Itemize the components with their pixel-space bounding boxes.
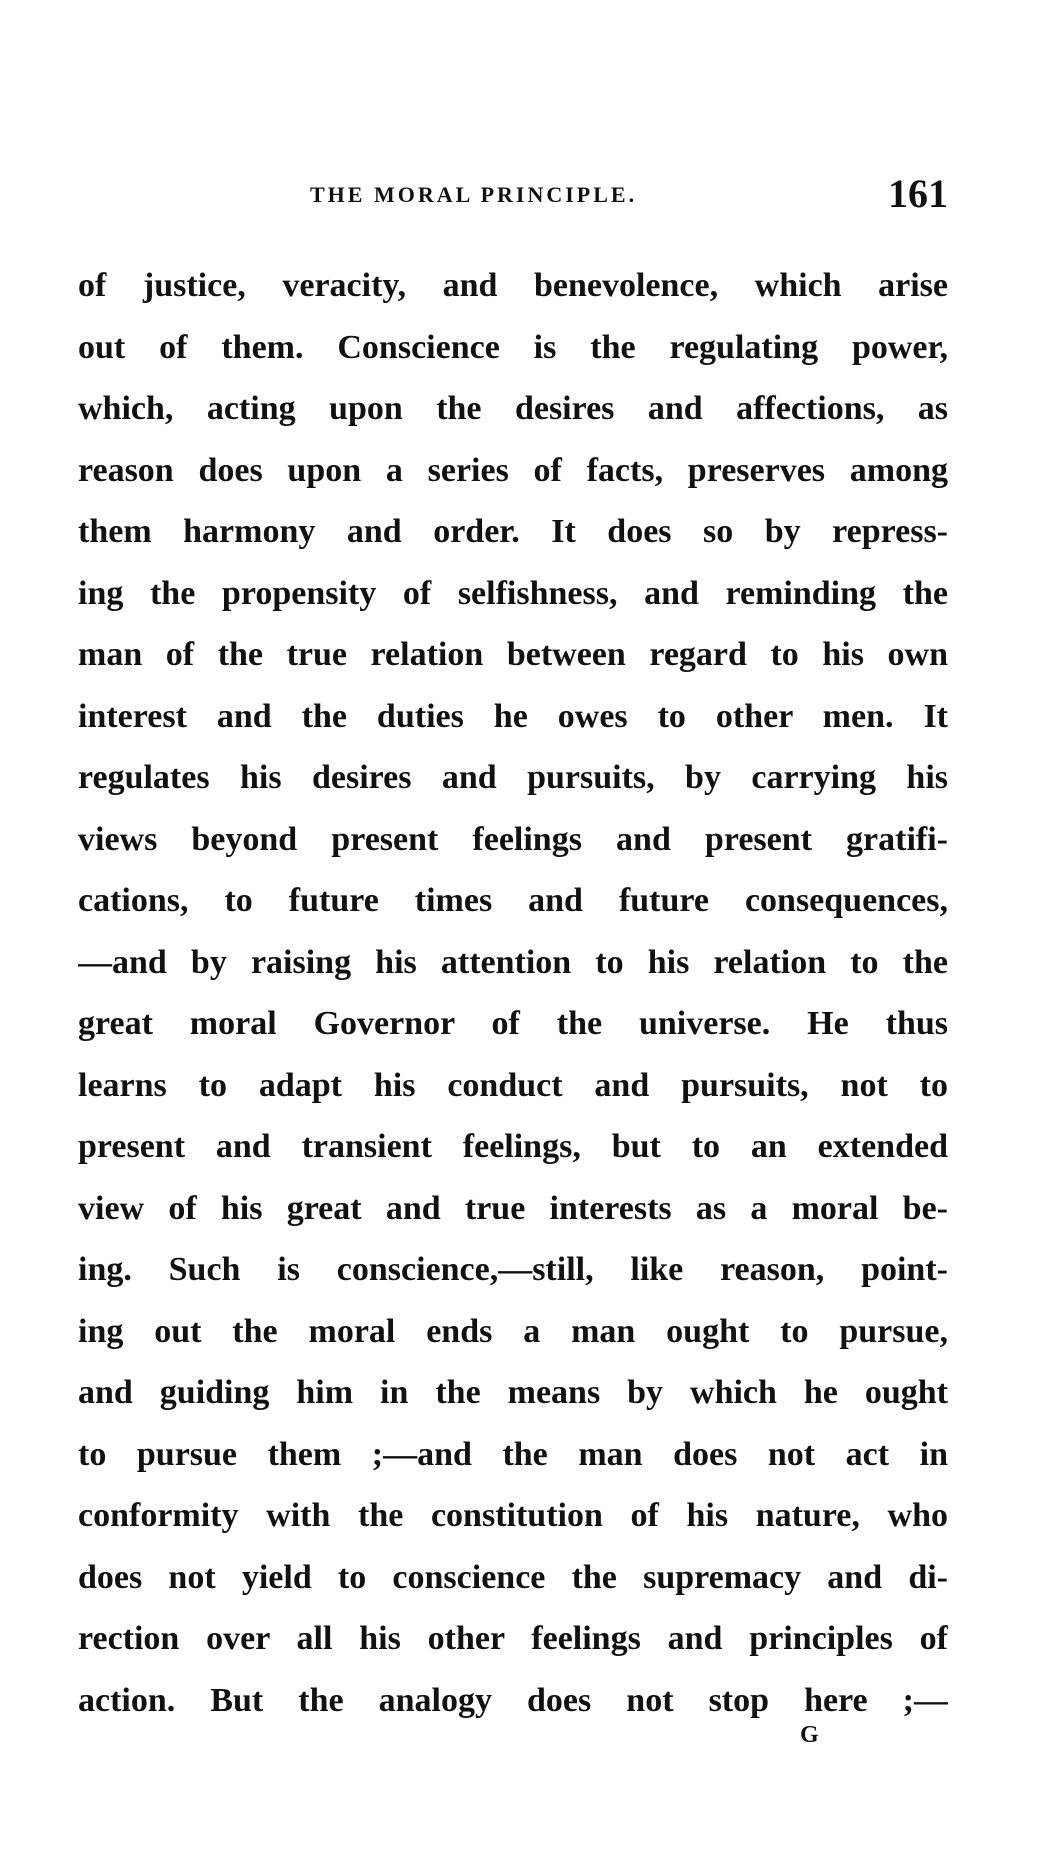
text-line: reason does upon a series of facts, preserves among [78, 451, 948, 489]
running-head [78, 170, 948, 220]
text-line: action. But the analogy does not stop here ;— [78, 1681, 948, 1719]
text-line: which, acting upon the desires and affections, as [78, 390, 948, 427]
page-number: 161 [888, 171, 948, 216]
text-line: —and by raising his attention to his relation to the [78, 943, 948, 981]
signature-mark: G [800, 1722, 819, 1748]
text-line: conformity with the constitution of his nature, who [78, 1497, 948, 1534]
text-line: interest and the duties he owes to other men. It [78, 697, 948, 735]
text-line: views beyond present feelings and present gratifi- [78, 820, 948, 858]
text-line: ing out the moral ends a man ought to pursue, [78, 1312, 948, 1350]
text-line: does not yield to conscience the supremacy and di- [78, 1558, 948, 1596]
text-line: and guiding him in the means by which he ought [78, 1374, 948, 1411]
body-text [78, 255, 948, 1731]
text-line: out of them. Conscience is the regulating power, [78, 328, 948, 366]
text-line: them harmony and order. It does so by repress- [78, 513, 948, 550]
text-line: to pursue them ;—and the man does not act in [78, 1435, 948, 1473]
text-line: learns to adapt his conduct and pursuits, not to [78, 1066, 948, 1104]
text-line: man of the true relation between regard to his own [78, 636, 948, 673]
text-line: of justice, veracity, and benevolence, which arise [78, 267, 948, 304]
text-line: rection over all his other feelings and principles of [78, 1620, 948, 1657]
text-line: ing the propensity of selfishness, and reminding the [78, 574, 948, 612]
text-line: cations, to future times and future consequences, [78, 882, 948, 919]
text-line: regulates his desires and pursuits, by carrying his [78, 759, 948, 796]
text-line: great moral Governor of the universe. He thus [78, 1005, 948, 1042]
running-title: THE MORAL PRINCIPLE. [310, 182, 638, 207]
text-line: ing. Such is conscience,—still, like reason, point- [78, 1251, 948, 1288]
text-line: view of his great and true interests as a moral be- [78, 1189, 948, 1227]
text-line: present and transient feelings, but to an extended [78, 1128, 948, 1165]
